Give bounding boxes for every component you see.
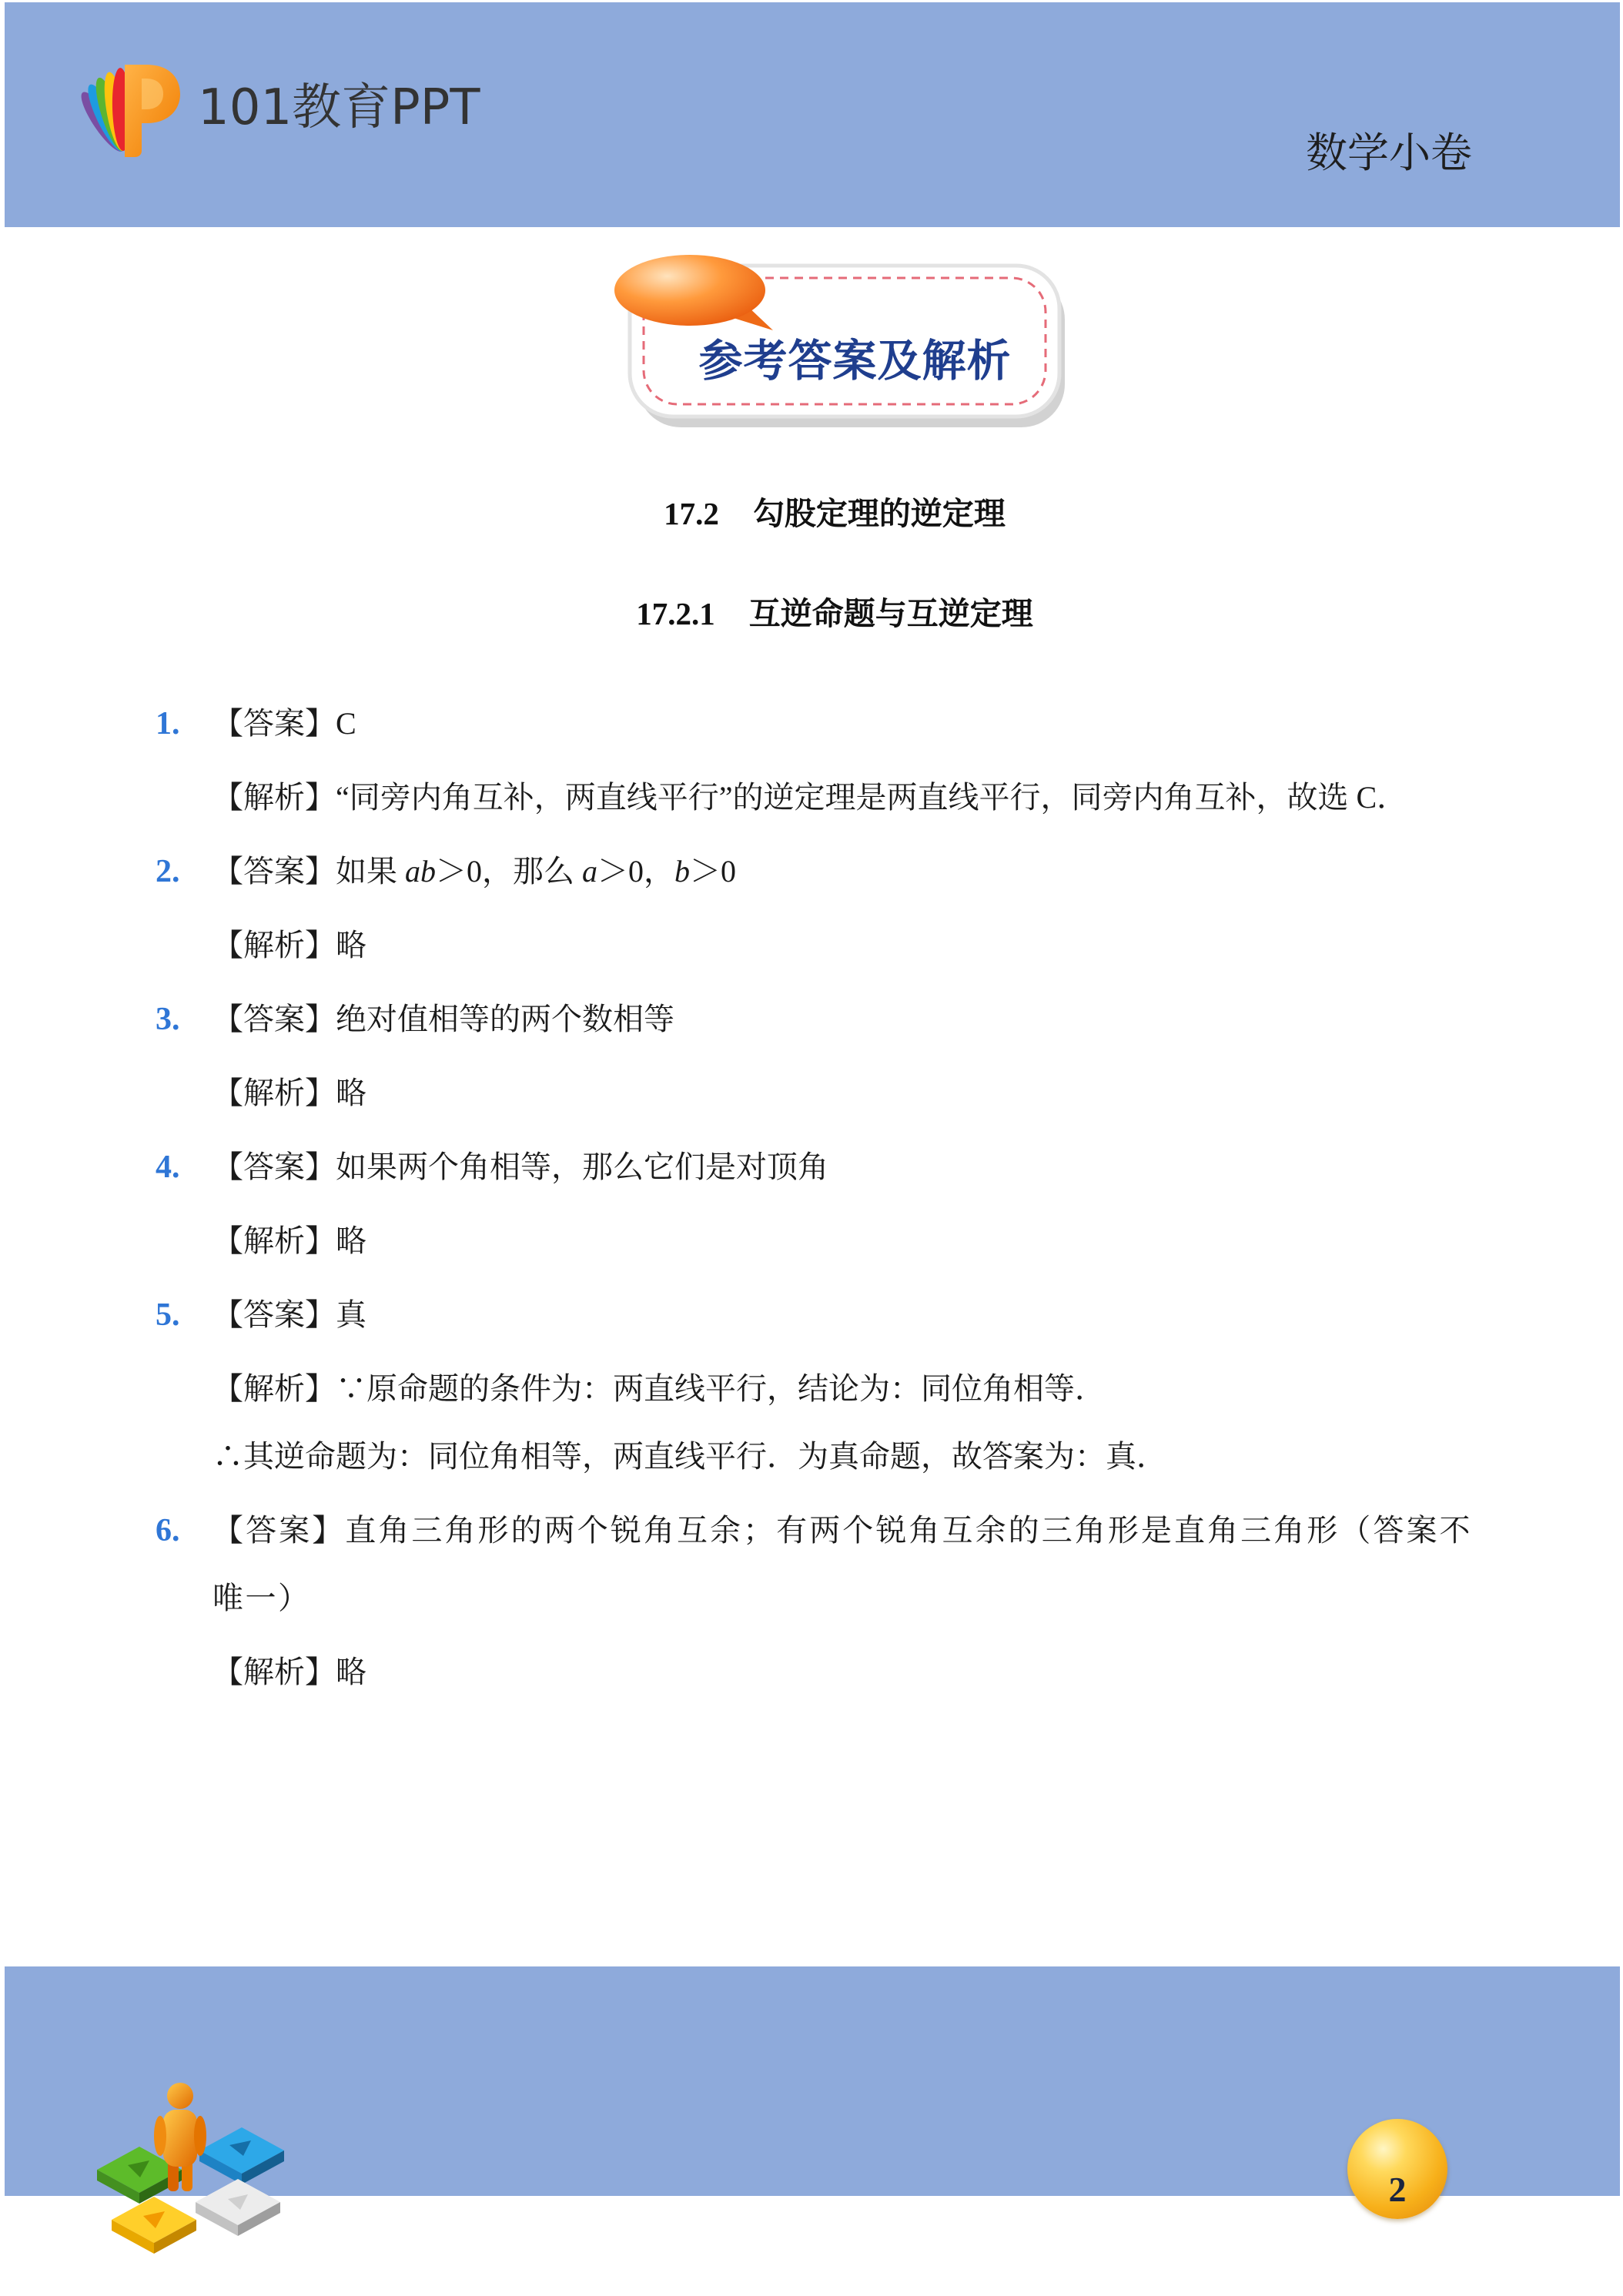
person-on-tiles-icon <box>92 2079 293 2256</box>
analysis-label: 【解析】 <box>212 1655 336 1689</box>
page-number: 2 <box>1388 2170 1407 2209</box>
item-number: 2. <box>156 854 180 889</box>
section-number: 17.2 <box>664 496 719 531</box>
item-number: 4. <box>156 1150 180 1185</box>
analysis-line <box>212 1423 1472 1491</box>
item-4-analysis <box>212 1207 1472 1275</box>
logo-p-shape <box>125 65 180 157</box>
answer-text: 直角三角形的两个锐角互余；有两个锐角互余的三角形是直角三角形（答案不唯一） <box>212 1513 1473 1615</box>
item-3-answer <box>156 986 1472 1053</box>
answer-label: 【答案】 <box>212 1150 336 1184</box>
analysis-label: 【解析】 <box>212 928 336 962</box>
orange-bubble <box>614 255 765 326</box>
answer-text-part: ＞0， <box>597 854 674 889</box>
item-2-answer <box>156 838 1472 905</box>
answer-label: 【答案】 <box>212 706 336 741</box>
item-number: 5. <box>156 1297 180 1333</box>
item-number: 1. <box>156 706 180 741</box>
answer-text: 绝对值相等的两个数相等 <box>336 1002 674 1036</box>
section-title: 勾股定理的逆定理 <box>752 496 1006 531</box>
gray-tile <box>196 2179 280 2236</box>
answer-text-part: ＞0 <box>690 854 736 889</box>
answer-text: C <box>336 706 356 741</box>
item-5-analysis <box>212 1355 1472 1491</box>
item-4-answer <box>156 1133 1472 1201</box>
section-heading <box>46 490 1623 537</box>
analysis-label: 【解析】 <box>212 1076 336 1110</box>
analysis-text: 略 <box>336 1655 366 1689</box>
blue-tile <box>199 2127 284 2184</box>
item-6-answer <box>156 1497 1473 1632</box>
answer-text-part: 如果 <box>336 854 405 889</box>
answer-text-part: ＞0，那么 <box>436 854 582 889</box>
answer-text: 真 <box>336 1297 366 1332</box>
item-3-analysis <box>212 1059 1472 1127</box>
item-number: 3. <box>156 1002 180 1037</box>
subsection-number: 17.2.1 <box>636 596 715 631</box>
answer-label: 【答案】 <box>212 854 336 889</box>
item-2-analysis <box>212 912 1472 979</box>
analysis-text: ∴其逆命题为：同位角相等，两直线平行．为真命题，故答案为：真． <box>212 1439 1167 1474</box>
analysis-text: 略 <box>336 928 366 962</box>
item-1-answer <box>156 690 1472 758</box>
yellow-tile <box>112 2197 196 2254</box>
item-6-analysis <box>212 1638 1472 1706</box>
item-5-answer <box>156 1281 1472 1349</box>
analysis-label: 【解析】 <box>212 1223 336 1258</box>
math-variable: ab <box>405 854 436 889</box>
answer-label: 【答案】 <box>212 1297 336 1332</box>
analysis-text: 略 <box>336 1223 366 1258</box>
analysis-text: 略 <box>336 1076 366 1110</box>
analysis-label: 【解析】 <box>212 1371 336 1406</box>
math-variable: b <box>674 854 690 889</box>
banner-title: 参考答案及解析 <box>698 336 1012 387</box>
logo-fan <box>77 68 132 156</box>
analysis-line <box>212 1355 1472 1423</box>
analysis-text: “同旁内角互补，两直线平行”的逆定理是两直线平行，同旁内角互补，故选 C． <box>336 780 1408 815</box>
subsection-heading <box>46 591 1623 637</box>
analysis-label: 【解析】 <box>212 780 336 815</box>
answer-text: 如果两个角相等，那么它们是对顶角 <box>336 1150 828 1184</box>
ppt-logo-icon <box>77 54 185 162</box>
math-variable: a <box>582 854 597 889</box>
subject-title: 数学小卷 <box>1306 129 1472 177</box>
item-1-analysis <box>212 764 1472 832</box>
answer-label: 【答案】 <box>212 1513 346 1548</box>
orange-ball-icon <box>1347 2119 1447 2219</box>
item-number: 6. <box>156 1513 180 1548</box>
analysis-text: ∵原命题的条件为：两直线平行，结论为：同位角相等． <box>336 1371 1106 1406</box>
subsection-title: 互逆命题与互逆定理 <box>748 596 1033 631</box>
brand-name: 101教育PPT <box>198 79 480 136</box>
answer-label: 【答案】 <box>212 1002 336 1036</box>
answer-list <box>156 690 1473 1712</box>
